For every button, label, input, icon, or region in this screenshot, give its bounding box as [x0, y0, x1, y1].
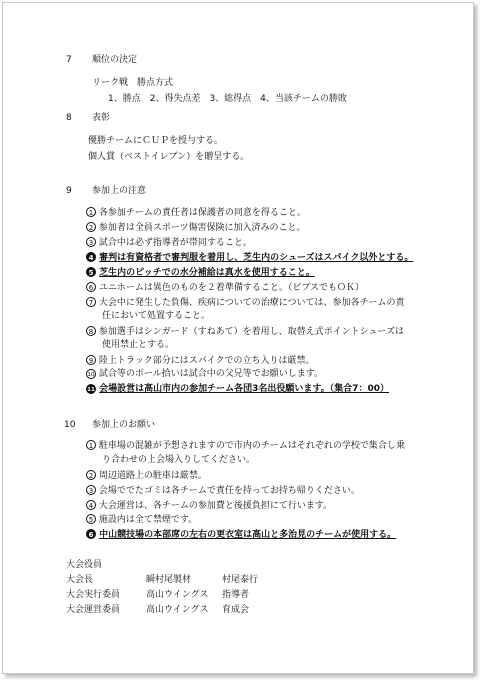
s10-item-3	[86, 485, 360, 497]
item-text: 試合中は必ず指導者が帯同すること。	[98, 238, 252, 248]
s9-item-8-cont	[102, 340, 174, 351]
item-text: 大会中に発生した負傷、疾病についての治療については、参加各チームの責	[98, 298, 405, 308]
number-mark: 4	[86, 252, 96, 262]
number-mark: 7	[86, 297, 96, 307]
number-mark: 3	[86, 237, 96, 247]
section-10-number: 10	[64, 420, 76, 430]
section-8-heading: 表彰	[92, 113, 111, 123]
item-text: 大会運営は、各チームの参加費と後援負担にて行います。	[98, 501, 333, 511]
number-mark: 1	[86, 440, 96, 450]
item-text: 参加選手はシンガード（すねあて）を着用し、取替え式ポイントシューズは	[98, 327, 405, 337]
number-mark: 6	[86, 529, 96, 539]
item-text: 会場ででたゴミは各チームで責任を持ってお持ち帰りください。	[98, 486, 360, 496]
item-text: 芝生内のピッチでの水分補給は真水を使用すること。	[99, 268, 315, 278]
s9-item-11	[86, 384, 389, 395]
s9-item-10	[86, 369, 323, 380]
s9-item-2	[86, 222, 306, 234]
item-text: 駐車場の混雑が予想されますので市内のチームはそれぞれの学校で集合し乗	[98, 441, 405, 451]
number-mark: 6	[86, 282, 96, 292]
item-text: 周辺道路上の駐車は厳禁。	[98, 471, 207, 481]
number-mark: 2	[86, 470, 96, 480]
officer-person: 育成会	[222, 605, 250, 615]
s10-item-1	[86, 440, 405, 452]
s9-item-3	[86, 237, 252, 249]
s9-item-9	[86, 355, 315, 367]
officer-org: 高山ウイングス	[146, 605, 209, 615]
number-mark: 1	[86, 207, 96, 217]
number-mark: 2	[86, 222, 96, 232]
officer-role: 大会実行委員	[66, 590, 121, 600]
officer-person: 指導者	[222, 590, 250, 600]
item-text: ユニホームは異色のものを２着準備すること。（ビブスでもＯＫ）	[98, 283, 365, 293]
section-7-line-2: 1、勝点 2、得失点差 3、総得点 4、当該チームの勝敗	[108, 94, 347, 104]
s10-item-2	[86, 470, 207, 482]
number-mark: 3	[86, 485, 96, 495]
section-10-heading: 参加上のお願い	[92, 420, 156, 430]
section-7-heading: 順位の決定	[92, 55, 138, 65]
section-8-number: 8	[66, 113, 72, 123]
item-text: 参加者は全員スポーツ傷害保険に加入済みのこと。	[98, 223, 306, 233]
s10-item-5	[86, 514, 197, 526]
item-text: 使用禁止とする。	[102, 340, 175, 350]
officer-person: 村尾泰行	[222, 575, 259, 585]
item-text: 陸上トラック部分にはスパイクでの立ち入りは厳禁。	[98, 356, 315, 366]
s9-item-4	[86, 252, 413, 264]
number-mark: 5	[86, 267, 96, 277]
item-text: 各参加チームの責任者は保護者の同意を得ること。	[98, 208, 306, 218]
number-mark: 5	[86, 514, 96, 524]
s9-item-6	[86, 282, 364, 294]
officer-org: 高山ウイングス	[146, 590, 209, 600]
item-text: 中山競技場の本部席の左右の更衣室は高山と多治見のチームが使用する。	[99, 530, 397, 540]
section-8-line-2: 個人賞（ベストイレブン）を贈呈する。	[88, 152, 250, 162]
officers-heading: 大会役員	[66, 560, 103, 570]
s10-item-1-cont	[102, 455, 255, 466]
officer-role: 大会長	[66, 575, 94, 585]
officer-role: 大会運営委員	[66, 605, 121, 615]
item-text: 試合等のボール拾いは試合中の父兄等でお願いします。	[98, 369, 323, 379]
section-9-heading: 参加上の注意	[92, 186, 147, 196]
number-mark: 10	[86, 369, 96, 379]
item-text: り合わせの上会場入りしてください。	[102, 455, 256, 465]
number-mark: 8	[86, 326, 96, 336]
number-mark: 4	[86, 500, 96, 510]
item-text: 施設内は全て禁煙です。	[98, 515, 198, 525]
s10-item-4	[86, 500, 332, 512]
section-7-line-1: リーク戦 勝点方式	[92, 78, 174, 88]
item-text: 任において処置すること。	[102, 311, 211, 321]
s9-item-8	[86, 326, 404, 338]
s9-item-7-cont	[102, 311, 210, 322]
section-8-line-1: 優勝チームにＣＵＰを授与する。	[88, 136, 224, 146]
officer-org: 瞬村尾製材	[146, 575, 192, 585]
s9-item-1	[86, 207, 306, 219]
item-text: 会場設営は高山市内の参加チーム各団3名出役願います。（集合7：00）	[99, 384, 389, 394]
s9-item-5	[86, 267, 315, 279]
item-text: 審判は有資格者で審判服を着用し、芝生内のシューズはスパイク以外とする。	[99, 253, 414, 263]
section-7-number: 7	[66, 55, 72, 65]
section-9-number: 9	[66, 186, 72, 196]
s10-item-6	[86, 529, 396, 541]
s9-item-7	[86, 297, 405, 309]
number-mark: 11	[86, 384, 96, 394]
number-mark: 9	[86, 355, 96, 365]
